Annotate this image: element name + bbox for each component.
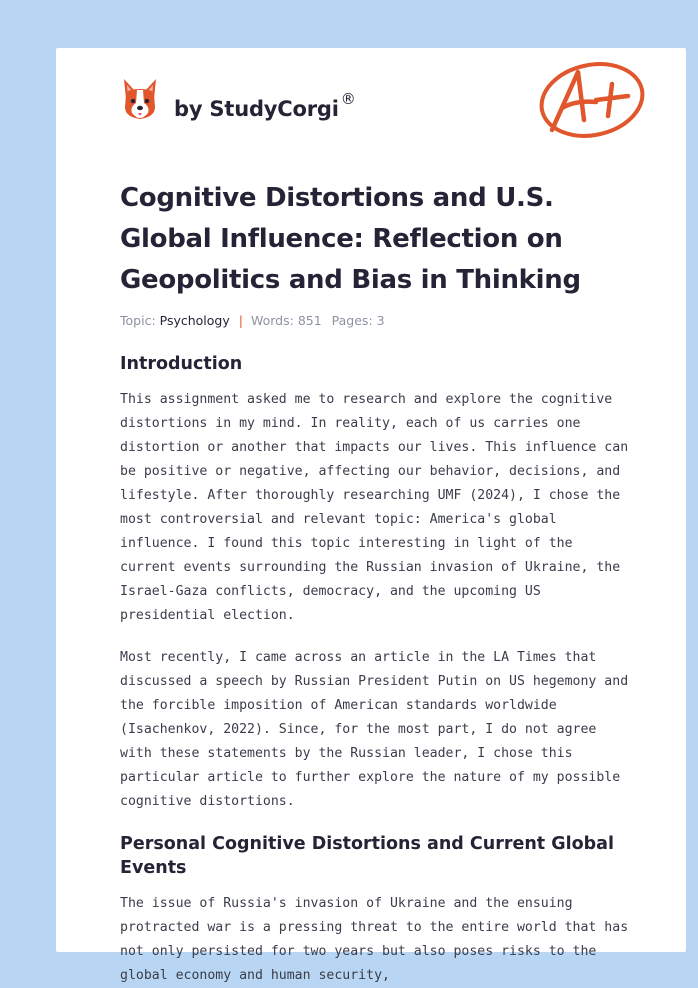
- paragraph: This assignment asked me to research and explore the cognitive distortions in my mind. In reality, each of us carries one distortion or another that impacts our lives. This influence can be positive or negative, affecting our behavior, decisions, and lifestyle. After thoroughly researching UMF (2024), I chose the most controversial and relevant topic: America's global influence. I found this topic interesting in light of the current events surrounding the Russian invasion of Ukraine, the Israel-Gaza conflicts, democracy, and the upcoming US presidential election.: [120, 392, 629, 623]
- studycorgi-logo[interactable]: [120, 76, 160, 124]
- paragraph: The issue of Russia's invasion of Ukraine and the ensuing protracted war is a pressing threat to the entire world that has not only persisted for two years but also poses risks to the global economy and human security,: [120, 896, 629, 983]
- pages-value: 3: [376, 313, 385, 328]
- paragraph: Most recently, I came across an article in the LA Times that discussed a speech by Russian President Putin on US hegemony and the forcible imposition of American standards worldwide (Isachenkov, 2022). Since, for the most part, I do not agree with these statements by the Russian leader, I chose this particular article to further explore the nature of my possible cognitive distortions.: [120, 650, 629, 809]
- brand-text: by StudyCorgi: [174, 97, 339, 121]
- a-plus-grade-icon: [536, 58, 648, 146]
- section-heading-personal-cognitive-distortions: Personal Cognitive Distortions and Current Global Events: [120, 834, 614, 878]
- registered-mark: ®: [340, 90, 356, 108]
- document-page: [56, 48, 686, 983]
- topic-label: Topic:: [120, 313, 156, 328]
- brand-name[interactable]: [174, 90, 356, 121]
- pages-label: Pages:: [331, 313, 373, 328]
- document-content: [120, 178, 632, 988]
- document-title: Cognitive Distortions and U.S. Global Influence: Reflection on Geopolitics and Bias in Thinking: [120, 183, 581, 295]
- meta-separator: |: [238, 313, 243, 328]
- words-label: Words:: [250, 313, 294, 328]
- section-heading-introduction: Introduction: [120, 354, 243, 374]
- corgi-head-icon: [120, 77, 160, 123]
- words-value: 851: [297, 313, 322, 328]
- document-meta: [120, 313, 632, 328]
- topic-link[interactable]: Psychology: [159, 313, 230, 328]
